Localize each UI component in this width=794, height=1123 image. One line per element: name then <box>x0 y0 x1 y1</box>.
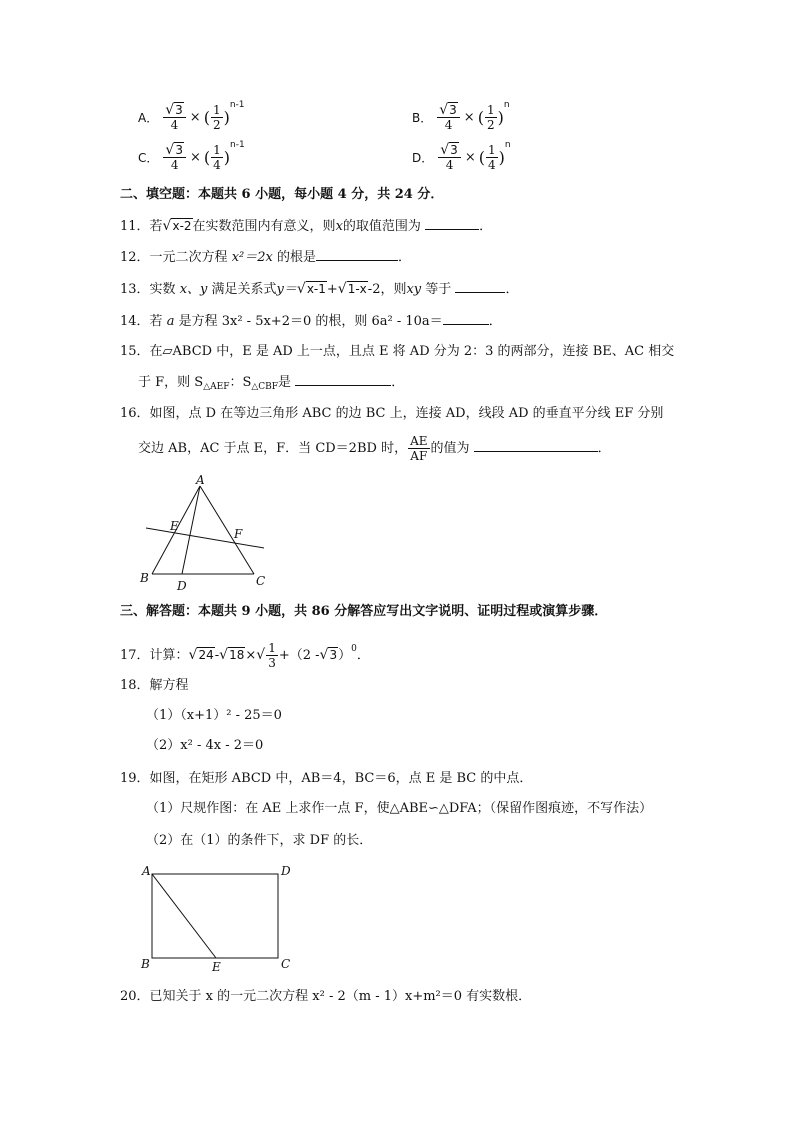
option-d: D． $\frac{√3}{4}$ × ( $\frac{1}{4}$ )n <box>412 140 511 172</box>
question-19-part-2: （2）在（1）的条件下，求 DF 的长． <box>146 833 373 848</box>
question-16-line-2: 交边 AB，AC 于点 E，F．当 CD＝2BD 时， $\frac{AE}{AF}$ 的值为 ． <box>138 434 611 463</box>
question-14: 14．若 a 是方程 3x² - 5x+2＝0 的根，则 6a² - 10a＝ ． <box>120 314 502 329</box>
label-d: D <box>281 864 291 878</box>
rectangle-figure-q19 <box>138 862 298 974</box>
question-12: 12．一元二次方程 x²＝2x 的根是 ． <box>120 250 412 265</box>
question-15-line-2: 于 F，则 $S_{\triangle AEF}$：$S_{\triangle CBF}$是 ． <box>138 375 405 392</box>
label-e: E <box>212 960 221 974</box>
answer-blank[interactable] <box>425 217 479 230</box>
question-20: 20．已知关于 x 的一元二次方程 x² - 2（m - 1）x+m²＝0 有实数根． <box>120 989 532 1004</box>
question-17: 17．计算：√24-√18×√ $\frac{1}{3}$ +（2 -√3）$^0$． <box>120 641 370 670</box>
label-a: A <box>142 864 151 878</box>
question-11: 11．若√x-2在实数范围内有意义，则x的取值范围为 ． <box>120 218 493 234</box>
answer-blank[interactable] <box>316 248 398 261</box>
option-b: B． $\frac{√3}{4}$ × ( $\frac{1}{2}$ )n <box>412 100 510 132</box>
answer-blank[interactable] <box>455 280 505 293</box>
label-f: F <box>234 527 243 541</box>
question-13: 13．实数 x、y 满足关系式y＝√x-1+√1-x-2，则xy 等于 ． <box>120 281 519 297</box>
option-a: A． $\frac{√3}{4}$ × ( $\frac{1}{2}$ )n-1 <box>138 100 245 132</box>
label-d: D <box>177 579 187 590</box>
answer-blank[interactable] <box>443 312 489 325</box>
rectangle-abcd <box>152 874 278 958</box>
label-a: A <box>196 473 205 487</box>
segment-ad <box>182 486 200 574</box>
section-2-heading: 二、填空题：本题共 6 小题，每小题 4 分，共 24 分． <box>120 187 444 202</box>
question-18-part-1: （1）（x+1）² - 25＝0 <box>146 708 282 723</box>
line-ef <box>146 528 264 548</box>
question-19-title: 19．如图，在矩形 ABCD 中，AB＝4，BC＝6，点 E 是 BC 的中点． <box>120 771 533 786</box>
question-16-line-1: 16．如图，点 D 在等边三角形 ABC 的边 BC 上，连接 AD，线段 AD 的垂直平分线 EF 分别 <box>120 406 664 421</box>
question-15-line-1: 15．在▱ABCD 中，E 是 AD 上一点，且点 E 将 AD 分为 2：3 的两部分，连接 BE、AC 相交 <box>120 344 675 359</box>
question-19-part-1: （1）尺规作图：在 AE 上求作一点 F，使△ABE∽△DFA；（保留作图痕迹，不写作法） <box>146 801 653 816</box>
label-e: E <box>170 519 179 533</box>
triangle-figure-q16 <box>136 470 276 590</box>
answer-blank[interactable] <box>295 373 391 386</box>
question-18-title: 18．解方程 <box>120 678 189 693</box>
label-c: C <box>256 574 266 588</box>
segment-ac <box>200 486 254 574</box>
label-b: B <box>141 957 150 971</box>
option-c: C． $\frac{√3}{4}$ × ( $\frac{1}{4}$ )n-1 <box>138 140 245 172</box>
segment-ae <box>152 874 216 958</box>
label-c: C <box>281 957 291 971</box>
question-18-part-2: （2）x² - 4x - 2＝0 <box>146 738 264 753</box>
answer-blank[interactable] <box>474 439 598 452</box>
section-3-heading: 三、解答题：本题共 9 小题，共 86 分解答应写出文字说明、证明过程或演算步骤． <box>120 604 608 619</box>
label-b: B <box>140 571 149 585</box>
